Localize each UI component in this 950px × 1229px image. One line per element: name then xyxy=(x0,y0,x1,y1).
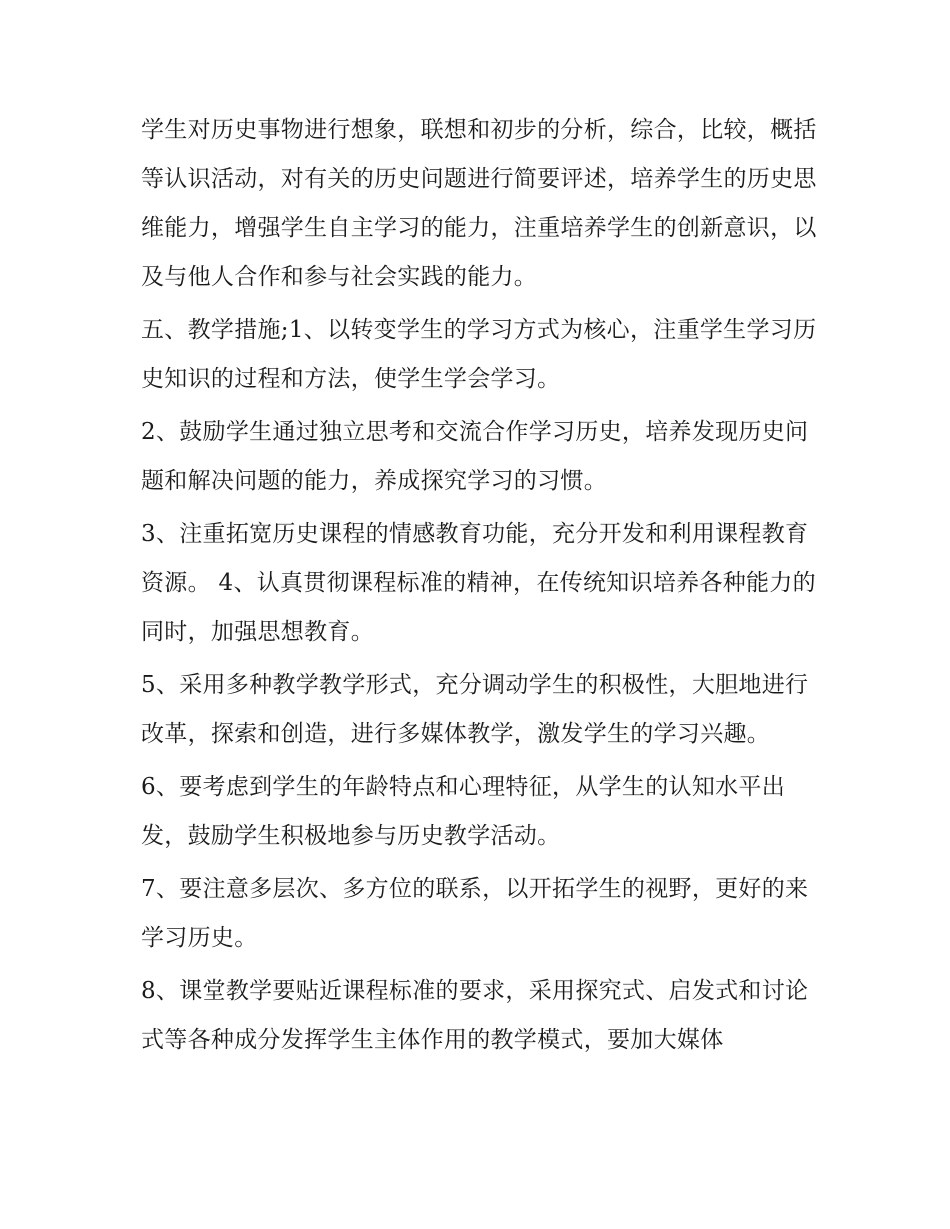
paragraph-teaching-measures-1: 五、教学措施;1、以转变学生的学习方式为核心，注重学生学习历史知识的过程和方法，使学生学会学习。 xyxy=(141,317,817,392)
document-body xyxy=(141,106,821,1069)
paragraph-measure-6: 6、要考虑到学生的年龄特点和心理特征，从学生的认知水平出发，鼓励学生积极地参与历史教学活动。 xyxy=(141,774,786,849)
paragraph-measure-3-4: 3、注重拓宽历史课程的情感教育功能，充分开发和利用课程教育资源。 4、认真贯彻课程标准的精神，在传统知识培养各种能力的同时，加强思想教育。 xyxy=(141,521,816,645)
paragraph-measure-7: 7、要注意多层次、多方位的联系，以开拓学生的视野，更好的来学习历史。 xyxy=(141,876,809,951)
paragraph-measure-2: 2、鼓励学生通过独立思考和交流合作学习历史，培养发现历史问题和解决问题的能力，养成探究学习的习惯。 xyxy=(141,419,809,494)
paragraph-intro-continued: 学生对历史事物进行想象，联想和初步的分析，综合，比较，概括等认识活动，对有关的历史问题进行简要评述，培养学生的历史思维能力，增强学生自主学习的能力，注重培养学生的创新意识，以及与他人合作和参与社会实践的能力。 xyxy=(141,117,817,290)
paragraph-measure-8: 8、课堂教学要贴近课程标准的要求，采用探究式、启发式和讨论式等各种成分发挥学生主体作用的教学模式，要加大媒体 xyxy=(141,978,809,1053)
paragraph-measure-5: 5、采用多种教学教学形式，充分调动学生的积极性，大胆地进行改革，探索和创造，进行多媒体教学，激发学生的学习兴趣。 xyxy=(141,672,809,747)
